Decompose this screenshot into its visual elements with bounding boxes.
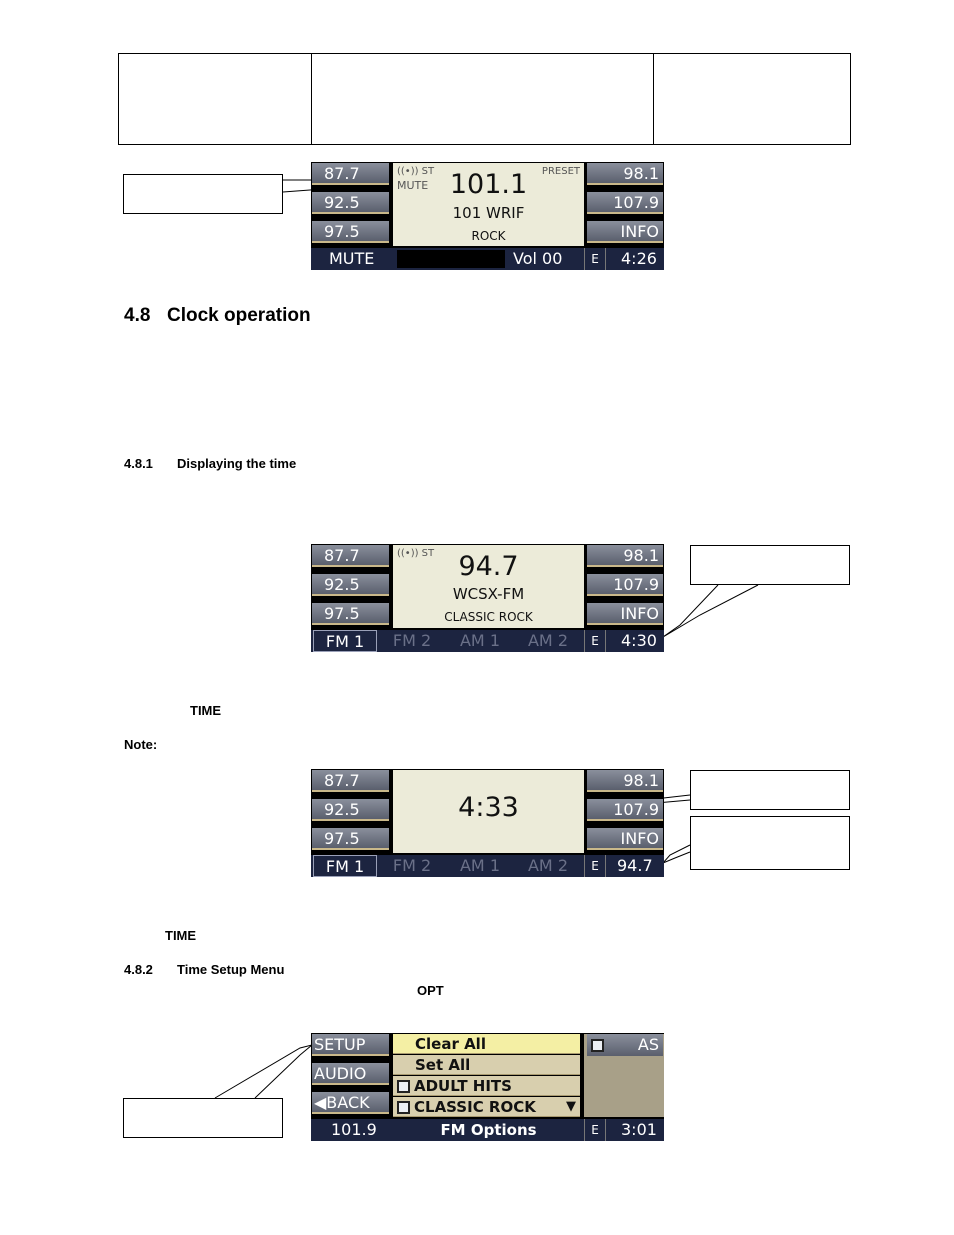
time-key-label: TIME xyxy=(190,703,222,718)
status-bar xyxy=(311,1119,664,1141)
section-number: 4.8 xyxy=(124,305,151,326)
band-tab-am2[interactable]: AM 2 xyxy=(527,856,568,875)
section-heading xyxy=(124,305,311,327)
radio-display-time xyxy=(311,544,664,652)
frequency-small-display: 101.9 xyxy=(331,1120,377,1139)
preset-button[interactable]: 92.5 xyxy=(312,799,389,821)
info-button[interactable]: INFO xyxy=(587,603,663,625)
subsection-number: 4.8.1 xyxy=(124,456,153,471)
clock-large-display: 4:33 xyxy=(458,792,519,823)
preset-button[interactable]: 87.7 xyxy=(312,770,389,792)
stereo-indicator: ((•)) ST xyxy=(397,166,435,177)
radio-info-panel xyxy=(393,545,584,628)
volume-bar xyxy=(397,250,505,268)
e-indicator: E xyxy=(584,248,606,270)
time-key-label: TIME xyxy=(165,928,197,943)
subsection-heading xyxy=(124,962,284,977)
preset-button[interactable]: 107.9 xyxy=(587,574,663,596)
setup-button[interactable]: SETUP xyxy=(312,1034,389,1056)
frequency-small-display: 94.7 xyxy=(617,856,653,875)
mute-indicator: MUTE xyxy=(397,179,429,192)
stereo-indicator: ((•)) ST xyxy=(397,548,435,559)
station-genre: CLASSIC ROCK xyxy=(444,610,533,624)
status-bar xyxy=(311,248,664,270)
preset-button[interactable]: 92.5 xyxy=(312,574,389,596)
preset-indicator: PRESET xyxy=(541,166,580,177)
menu-item-classic-rock[interactable] xyxy=(393,1097,580,1117)
subsection-title: Displaying the time xyxy=(177,456,297,471)
menu-item-label: ADULT HITS xyxy=(414,1077,512,1095)
radio-info-panel xyxy=(393,770,584,853)
station-name: WCSX-FM xyxy=(452,585,525,603)
band-tab-fm2[interactable]: FM 2 xyxy=(392,856,432,875)
frequency-display: 101.1 xyxy=(449,169,528,200)
band-tab-fm1[interactable]: FM 1 xyxy=(313,630,377,652)
checkbox[interactable] xyxy=(591,1039,604,1052)
preset-button[interactable]: 87.7 xyxy=(312,163,389,185)
subsection-title: Time Setup Menu xyxy=(177,962,285,977)
band-tab-fm1[interactable]: FM 1 xyxy=(313,855,377,877)
info-button[interactable]: INFO xyxy=(587,828,663,850)
volume-level: Vol 00 xyxy=(513,249,563,268)
preset-button[interactable]: 107.9 xyxy=(587,799,663,821)
callout-box-frequency xyxy=(690,816,850,870)
menu-item-adult-hits[interactable] xyxy=(393,1076,580,1096)
preset-button[interactable]: 92.5 xyxy=(312,192,389,214)
mute-button[interactable]: MUTE xyxy=(329,249,375,268)
e-indicator: E xyxy=(584,855,606,877)
station-name: 101 WRIF xyxy=(452,204,525,222)
frequency-display: 94.7 xyxy=(458,551,519,582)
band-tab-fm2[interactable]: FM 2 xyxy=(392,631,432,650)
e-indicator: E xyxy=(584,630,606,652)
preset-button[interactable]: 87.7 xyxy=(312,545,389,567)
info-button[interactable]: INFO xyxy=(587,221,663,243)
menu-title: FM Options xyxy=(440,1121,537,1139)
note-label: Note: xyxy=(124,737,158,752)
radio-info-panel xyxy=(393,163,584,246)
radio-display-clock xyxy=(311,769,664,877)
band-tab-am1[interactable]: AM 1 xyxy=(459,856,500,875)
checkbox[interactable] xyxy=(397,1080,410,1093)
clock-display: 4:26 xyxy=(621,249,657,268)
as-button[interactable] xyxy=(587,1034,663,1056)
subsection-heading xyxy=(124,456,296,471)
radio-display-mute xyxy=(311,162,664,270)
opt-key-label: OPT xyxy=(417,983,444,998)
menu-item-set-all[interactable]: Set All xyxy=(393,1055,580,1075)
preset-button[interactable]: 98.1 xyxy=(587,770,663,792)
menu-item-label: CLASSIC ROCK xyxy=(414,1098,536,1116)
as-label: AS xyxy=(637,1035,659,1054)
section-title: Clock operation xyxy=(167,305,311,326)
band-tab-am1[interactable]: AM 1 xyxy=(459,631,500,650)
callout-box-setup xyxy=(123,1098,283,1138)
preset-button[interactable]: 97.5 xyxy=(312,603,389,625)
preset-button[interactable]: 97.5 xyxy=(312,828,389,850)
scroll-down-icon[interactable]: ▼ xyxy=(566,1099,576,1114)
station-genre: ROCK xyxy=(471,229,506,243)
callout-box-time xyxy=(690,545,850,585)
preset-button[interactable]: 97.5 xyxy=(312,221,389,243)
preset-button[interactable]: 107.9 xyxy=(587,192,663,214)
clock-display: 3:01 xyxy=(621,1120,657,1139)
subsection-number: 4.8.2 xyxy=(124,962,153,977)
clock-display: 4:30 xyxy=(621,631,657,650)
audio-button[interactable]: AUDIO xyxy=(312,1063,389,1085)
band-bar xyxy=(311,630,664,652)
preset-button[interactable]: 98.1 xyxy=(587,545,663,567)
band-tab-am2[interactable]: AM 2 xyxy=(527,631,568,650)
callout-box-clock xyxy=(690,770,850,810)
back-button[interactable]: ◀BACK xyxy=(312,1092,389,1114)
fm-options-menu xyxy=(311,1033,664,1141)
preset-button[interactable]: 98.1 xyxy=(587,163,663,185)
e-indicator: E xyxy=(584,1119,606,1141)
band-bar xyxy=(311,855,664,877)
checkbox[interactable] xyxy=(397,1101,410,1114)
menu-item-clear-all[interactable]: Clear All xyxy=(393,1034,580,1054)
